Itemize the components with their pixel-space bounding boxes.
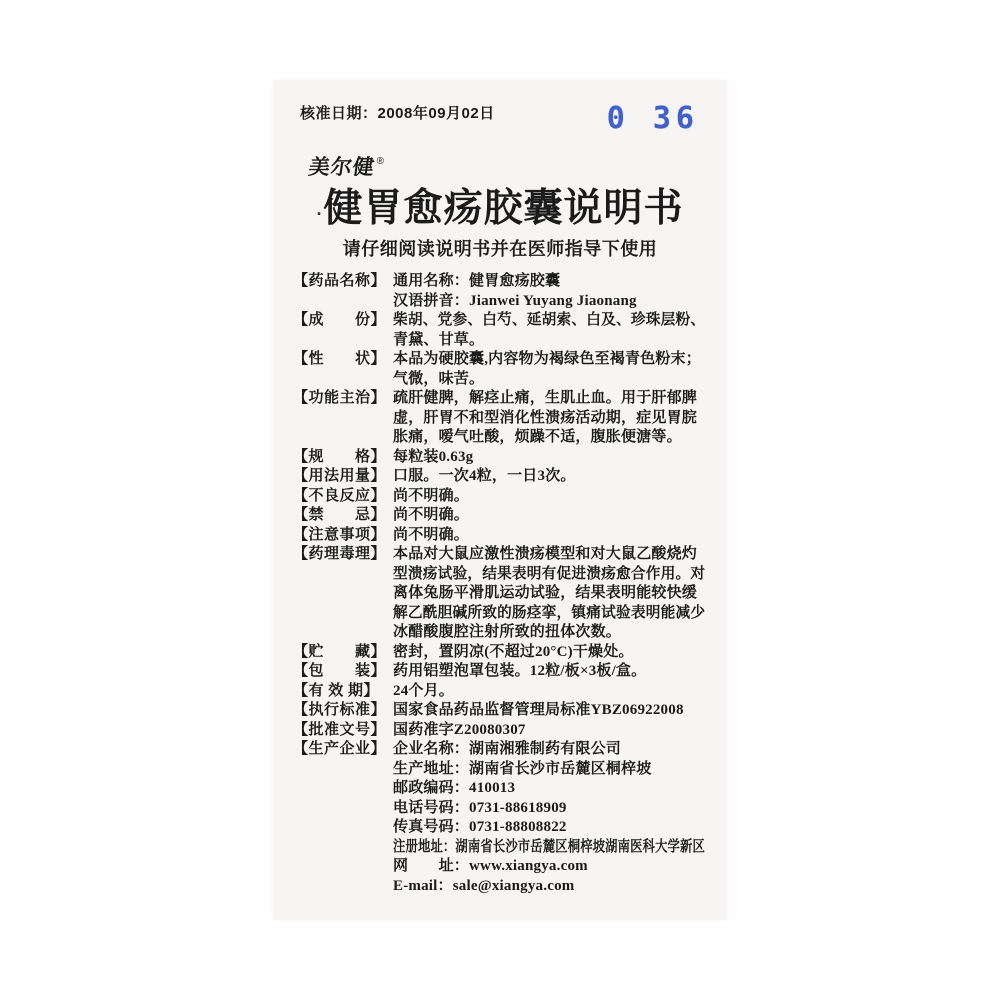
section-line: 邮政编码：410013 xyxy=(393,780,516,796)
section-content xyxy=(393,740,705,896)
section-label: 【功能主治】 xyxy=(293,390,387,406)
sections-list xyxy=(293,272,705,896)
section-row xyxy=(293,350,705,389)
registered-trademark-icon: ® xyxy=(376,156,386,167)
section-line: 网 址：www.xiangya.com xyxy=(393,858,588,874)
section-label: 【有 效 期】 xyxy=(293,682,380,699)
section-label: 【性 状】 xyxy=(293,351,387,367)
section-line: 尚不明确。 xyxy=(393,487,470,504)
insert-subtitle: 请仔细阅读说明书并在医师指导下使用 xyxy=(342,239,658,259)
section-content xyxy=(393,545,705,643)
insert-title xyxy=(273,187,727,231)
section-line: 国家食品药品监督管理局标准YBZ06922008 xyxy=(393,702,684,718)
section-label: 【批准文号】 xyxy=(293,721,387,738)
section-label: 【生产企业】 xyxy=(293,741,387,757)
section-label: 【药理毒理】 xyxy=(293,546,387,562)
section-line: 注册地址：湖南省长沙市岳麓区桐梓坡湖南医科大学新区 xyxy=(393,838,706,855)
section-line: 汉语拼音：Jianwei Yuyang Jiaonang xyxy=(393,292,637,309)
section-line: 每粒装0.63g xyxy=(393,448,474,465)
section-content xyxy=(393,272,705,311)
section-content xyxy=(393,311,705,350)
section-content xyxy=(393,526,705,546)
section-row xyxy=(293,487,705,507)
print-artifact-dot: . xyxy=(316,199,323,219)
insert-title-text: 健胃愈疡胶囊说明书 xyxy=(323,187,684,230)
section-line: 口服。一次4粒，一日3次。 xyxy=(393,468,576,484)
section-row xyxy=(293,643,705,663)
section-row xyxy=(293,311,705,350)
section-label: 【执行标准】 xyxy=(293,702,387,718)
section-row xyxy=(293,467,705,487)
section-row xyxy=(293,740,705,896)
section-label: 【禁 忌】 xyxy=(293,507,387,523)
section-line: 青黛、甘草。 xyxy=(393,331,485,348)
section-line: 密封，置阴凉(不超过20°C)干燥处。 xyxy=(393,643,634,660)
top-bar xyxy=(273,80,727,134)
section-content xyxy=(393,506,705,526)
brand-logo xyxy=(307,151,387,181)
section-content xyxy=(393,350,705,389)
section-row xyxy=(293,662,705,682)
section-line: 24个月。 xyxy=(393,682,455,699)
section-row xyxy=(293,526,705,546)
section-row xyxy=(293,506,705,526)
section-label: 【不良反应】 xyxy=(293,487,387,504)
section-content xyxy=(393,701,705,721)
section-line: 虚，肝胃不和型消化性溃疡活动期，症见胃脘 xyxy=(393,409,698,426)
section-row xyxy=(293,545,705,643)
section-row xyxy=(293,448,705,468)
section-row xyxy=(293,272,705,311)
section-line: 本品对大鼠应激性溃疡模型和对大鼠乙酸烧灼 xyxy=(393,546,698,562)
section-line: 药用铝塑泡罩包装。12粒/板×3板/盒。 xyxy=(393,663,647,679)
section-content xyxy=(393,721,705,741)
section-line: 生产地址：湖南省长沙市岳麓区桐梓坡 xyxy=(393,760,652,777)
section-content xyxy=(393,487,705,507)
section-line: 尚不明确。 xyxy=(393,526,470,543)
section-line: 通用名称：健胃愈疡胶囊 xyxy=(393,273,561,289)
section-line: 型溃疡试验，结果表明有促进溃疡愈合作用。对 xyxy=(393,565,706,582)
section-row xyxy=(293,389,705,448)
section-label: 【用法用量】 xyxy=(293,468,387,484)
brand-name: 美尔健 xyxy=(307,156,377,179)
drug-package-insert xyxy=(273,80,727,920)
section-line: 国药准字Z20080307 xyxy=(393,721,526,738)
section-line: 本品为硬胶囊,内容物为褐绿色至褐青色粉末； xyxy=(393,351,701,367)
section-line: 疏肝健脾，解痉止痛，生肌止血。用于肝郁脾 xyxy=(393,390,698,406)
section-row xyxy=(293,701,705,721)
section-line: 尚不明确。 xyxy=(393,507,470,523)
section-label: 【注意事项】 xyxy=(293,526,387,543)
section-line: 电话号码：0731-88618909 xyxy=(393,799,567,816)
batch-number-stamp: 0 36 xyxy=(606,101,699,136)
section-line: 气微，味苦。 xyxy=(393,370,485,387)
section-line: 胀痛，嗳气吐酸，烦躁不适，腹胀便溏等。 xyxy=(393,429,682,445)
section-label: 【药品名称】 xyxy=(293,273,387,289)
section-row xyxy=(293,682,705,702)
section-row xyxy=(293,721,705,741)
brand-row xyxy=(307,151,727,179)
section-label: 【成 份】 xyxy=(293,312,387,328)
section-content xyxy=(393,389,705,448)
approval-date: 核准日期：2008年09月02日 xyxy=(300,105,495,122)
section-line: E-mail：sale@xiangya.com xyxy=(393,877,575,894)
section-label: 【贮 藏】 xyxy=(293,643,387,660)
section-label: 【包 装】 xyxy=(293,663,387,679)
section-content xyxy=(393,662,705,682)
section-content xyxy=(393,682,705,702)
section-line: 冰醋酸腹腔注射所致的扭体次数。 xyxy=(393,624,622,640)
section-line: 柴胡、党参、白芍、延胡索、白及、珍珠层粉、 xyxy=(393,312,706,328)
section-content xyxy=(393,643,705,663)
section-content xyxy=(393,448,705,468)
section-line: 企业名称：湖南湘雅制药有限公司 xyxy=(393,741,622,757)
section-content xyxy=(393,467,705,487)
section-line: 传真号码：0731-88808822 xyxy=(393,819,567,835)
section-line: 解乙酰胆碱所致的肠痉挛，镇痛试验表明能减少 xyxy=(393,604,706,621)
section-line: 离体兔肠平滑肌运动试验，结果表明能较快缓 xyxy=(393,585,698,601)
section-label: 【规 格】 xyxy=(293,448,387,465)
